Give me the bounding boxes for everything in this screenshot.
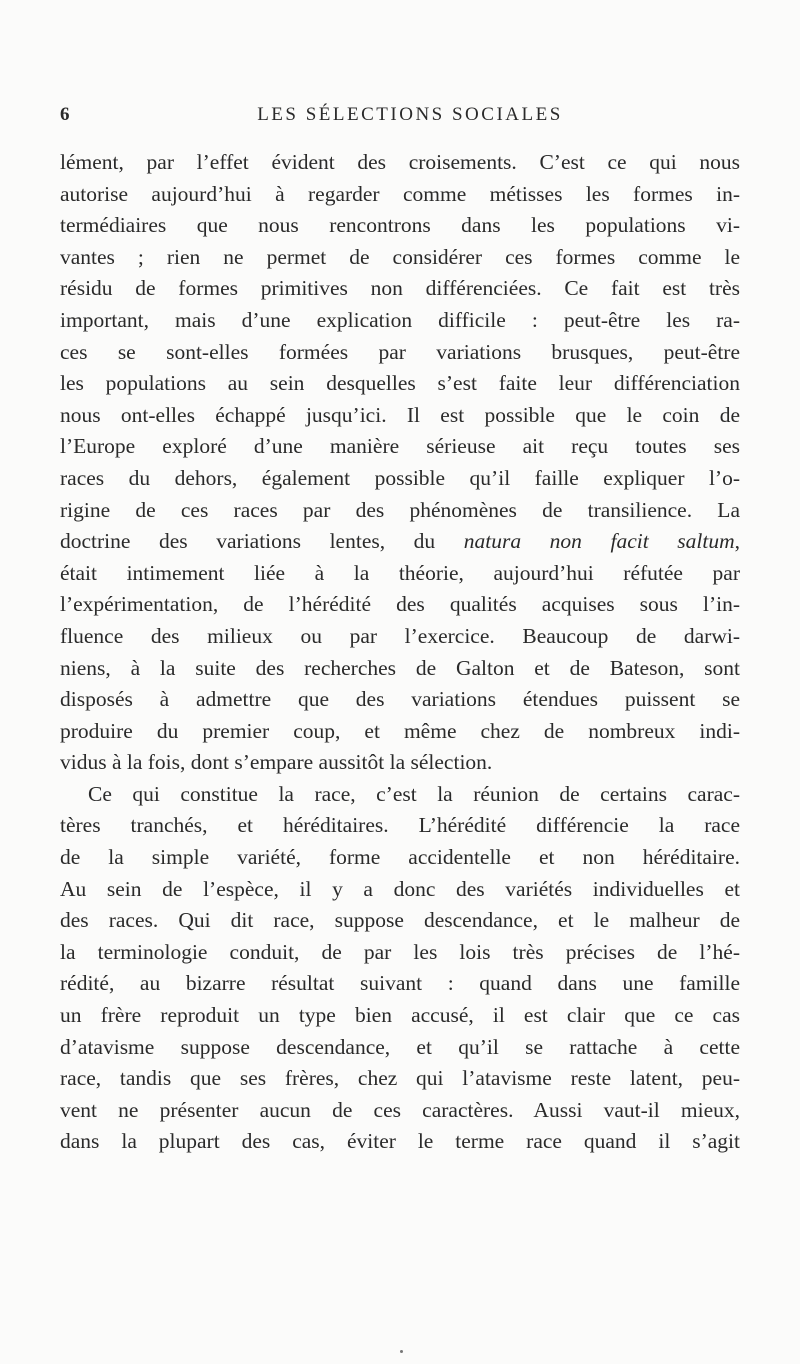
line-text-before: doctrine des variations lentes, du [60,529,464,554]
text-line: était intimement liée à la théorie, aujourd’hui réfutée par [60,560,740,585]
text-line: autorise aujourd’hui à regarder comme métisses les formes in- [60,181,740,206]
page-number: 6 [60,104,70,125]
running-title: LES SÉLECTIONS SOCIALES [257,104,563,125]
text-line: d’atavisme suppose descendance, et qu’il se rattache à cette [60,1034,740,1059]
text-line-with-italic [60,526,740,558]
text-line: vent ne présenter aucun de ces caractères. Aussi vaut-il mieux, [60,1097,740,1122]
text-line: de la simple variété, forme accidentelle et non héréditaire. [60,845,740,870]
ink-speck [400,1350,403,1353]
text-line: niens, à la suite des recherches de Galton et de Bateson, sont [60,655,740,680]
text-line: ces se sont-elles formées par variations brusques, peut-être [60,339,740,364]
text-line: résidu de formes primitives non différenciées. Ce fait est très [60,276,740,301]
text-line: vantes ; rien ne permet de considérer ces formes comme le [60,244,740,269]
text-line: Au sein de l’espèce, il y a donc des variétés individuelles et [60,876,740,901]
text-line: un frère reproduit un type bien accusé, il est clair que ce cas [60,1003,740,1028]
text-line: vidus à la fois, dont s’empare aussitôt la sélection. [60,750,493,775]
body-text [60,147,740,1158]
text-line: Ce qui constitue la race, c’est la réunion de certains carac- [88,781,740,806]
text-line: l’expérimentation, de l’hérédité des qualités acquises sous l’in- [60,592,740,617]
text-line: des races. Qui dit race, suppose descendance, et le malheur de [60,908,740,933]
text-line: nous ont-elles échappé jusqu’ici. Il est possible que le coin de [60,402,740,427]
text-line: disposés à admettre que des variations étendues puissent se [60,687,740,712]
text-line: races du dehors, également possible qu’il faille expliquer l’o- [60,465,740,490]
text-line: fluence des milieux ou par l’exercice. Beaucoup de darwi- [60,623,740,648]
text-line: race, tandis que ses frères, chez qui l’atavisme reste latent, peu- [60,1066,740,1091]
text-line: termédiaires que nous rencontrons dans les populations vi- [60,213,740,238]
text-line: les populations au sein desquelles s’est faite leur différenciation [60,371,740,396]
text-line: dans la plupart des cas, éviter le terme race quand il s’agit [60,1129,740,1154]
running-header [60,100,760,130]
text-line: tères tranchés, et héréditaires. L’hérédité différencie la race [60,813,740,838]
line-text-after: , [734,529,740,554]
latin-quote: natura non facit saltum [463,529,735,554]
text-line: produire du premier coup, et même chez de nombreux indi- [60,718,740,743]
text-line: la terminologie conduit, de par les lois très précises de l’hé- [60,939,740,964]
text-line: rigine de ces races par des phénomènes de transilience. La [60,497,740,522]
text-line: rédité, au bizarre résultat suivant : quand dans une famille [60,971,740,996]
text-line: lément, par l’effet évident des croisements. C’est ce qui nous [60,150,740,174]
text-line: important, mais d’une explication difficile : peut-être les ra- [60,307,740,332]
text-line: l’Europe exploré d’une manière sérieuse ait reçu toutes ses [60,434,740,459]
